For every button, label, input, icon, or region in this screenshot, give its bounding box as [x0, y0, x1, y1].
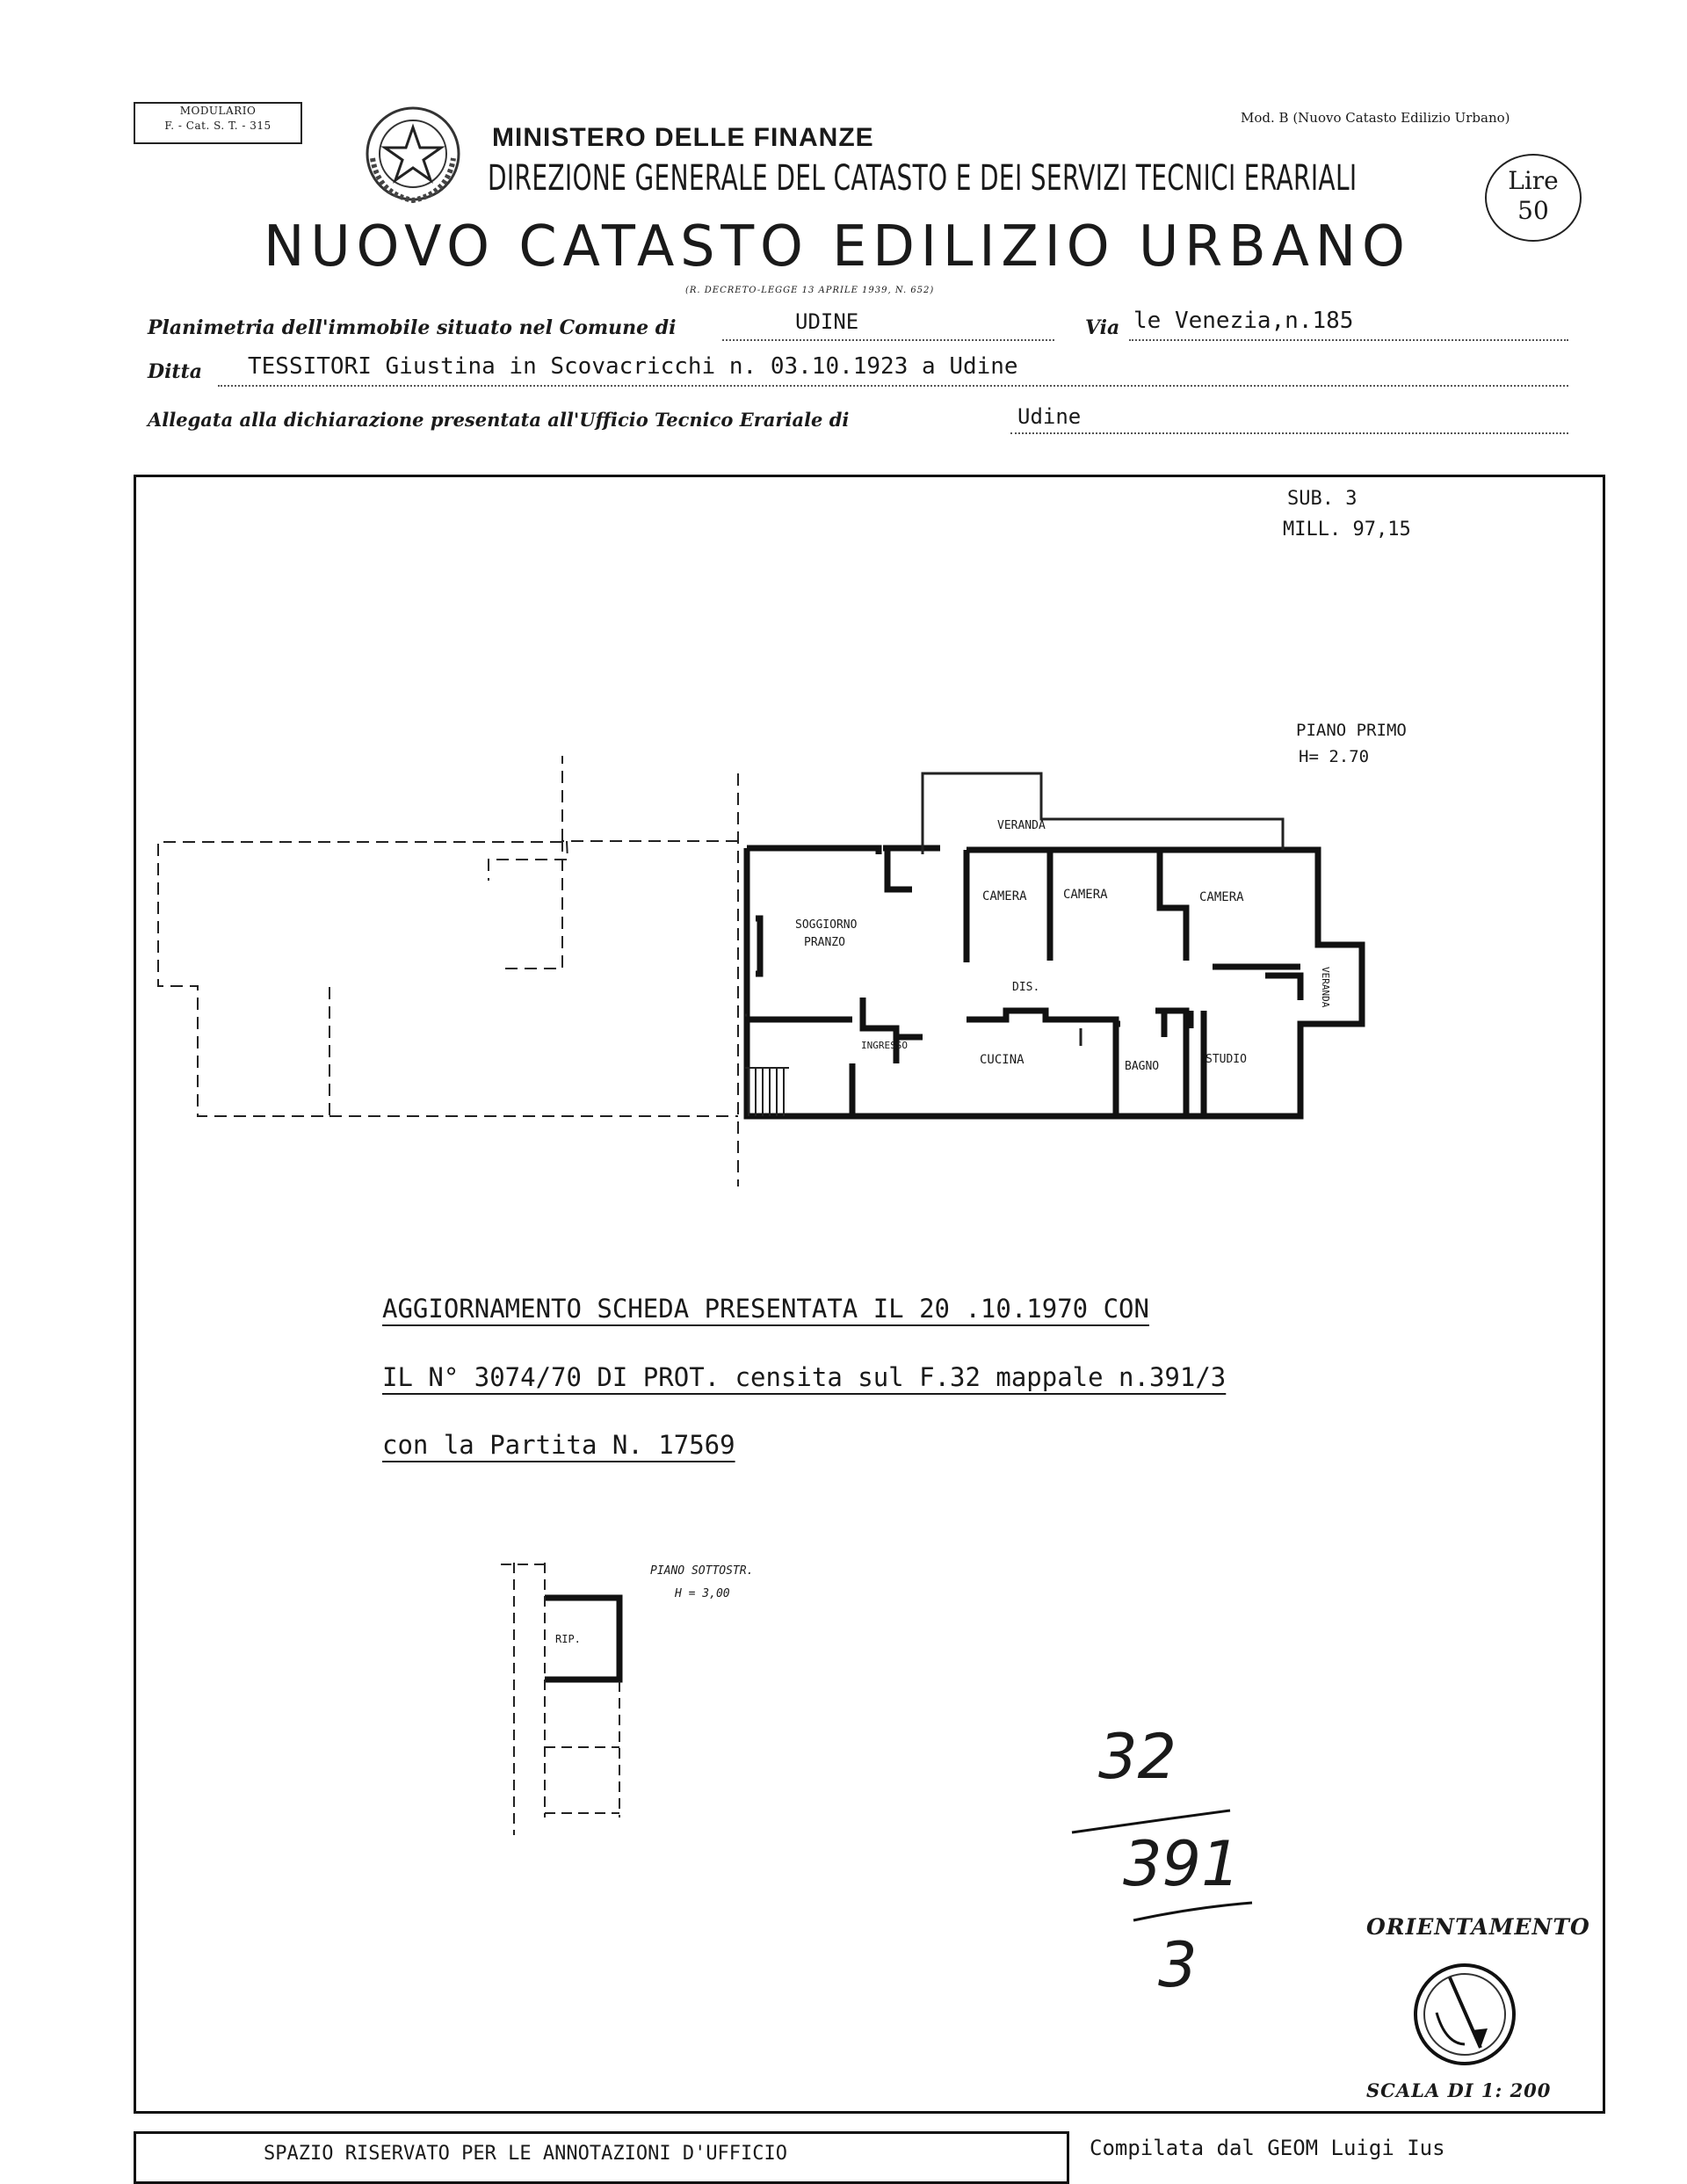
- mill-label: MILL. 97,15: [1283, 519, 1411, 541]
- basement-plan-drawing: [501, 1563, 633, 1844]
- room-veranda-top: VERANDA: [997, 819, 1046, 832]
- via-dots: [1129, 339, 1568, 341]
- sub-label: SUB. 3: [1287, 488, 1358, 510]
- allegata-label: Allegata alla dichiarazione presentata all'Ufficio Tecnico Erariale di: [148, 409, 850, 431]
- ditta-value: TESSITORI Giustina in Scovacricchi n. 03.10.1923 a Udine: [248, 353, 1018, 380]
- ministero-title: MINISTERO DELLE FINANZE: [492, 123, 874, 152]
- lire-value: 50: [1517, 196, 1549, 225]
- via-value: le Venezia,n.185: [1133, 308, 1354, 334]
- scala-label: SCALA DI 1: 200: [1366, 2079, 1552, 2101]
- republic-emblem-icon: [360, 97, 466, 211]
- ditta-dots: [218, 385, 1568, 387]
- room-pranzo: PRANZO: [804, 936, 845, 949]
- planimetria-label: Planimetria dell'immobile situato nel Comune di: [148, 316, 677, 339]
- room-ingresso: INGRESSO: [861, 1040, 908, 1051]
- room-camera-2: CAMERA: [1063, 888, 1108, 902]
- lire-label: Lire: [1508, 166, 1559, 195]
- modulario-line1: MODULARIO: [179, 105, 257, 117]
- direzione-title: DIREZIONE GENERALE DEL CATASTO E DEI SERVIZI TECNICI ERARIALI: [488, 158, 1358, 199]
- decreto-note: (R. DECRETO-LEGGE 13 APRILE 1939, N. 652): [685, 286, 935, 295]
- lire-stamp: [1485, 154, 1582, 242]
- room-bagno: BAGNO: [1125, 1060, 1160, 1073]
- ditta-label: Ditta: [148, 360, 203, 383]
- room-dis: DIS.: [1012, 981, 1040, 994]
- room-camera-3: CAMERA: [1199, 890, 1244, 904]
- via-label: Via: [1085, 316, 1120, 339]
- orientamento-label: ORIENTAMENTO: [1366, 1914, 1590, 1940]
- room-studio: STUDIO: [1206, 1053, 1247, 1066]
- update-line-1: AGGIORNAMENTO SCHEDA PRESENTATA IL 20 .10.1970 CON: [382, 1294, 1149, 1324]
- comune-value: UDINE: [795, 309, 859, 334]
- piano-sotto-label: PIANO SOTTOSTR.: [650, 1564, 754, 1578]
- h-primo-label: H= 2.70: [1299, 747, 1370, 766]
- handwritten-mappale: 391: [1123, 1828, 1241, 1900]
- modulario-box: [134, 102, 302, 144]
- piano-primo-label: PIANO PRIMO: [1296, 721, 1407, 740]
- compilata-text: Compilata dal GEOM Luigi Ius: [1090, 2136, 1445, 2160]
- mod-b-label: Mod. B (Nuovo Catasto Edilizio Urbano): [1241, 110, 1510, 126]
- annotation-box-text: SPAZIO RISERVATO PER LE ANNOTAZIONI D'UFFICIO: [264, 2143, 788, 2165]
- ufficio-value: Udine: [1017, 404, 1082, 429]
- handwritten-sub: 3: [1158, 1929, 1198, 2001]
- handwritten-foglio: 32: [1098, 1721, 1177, 1793]
- ufficio-dots: [1010, 432, 1568, 434]
- comune-dots: [722, 339, 1054, 341]
- page-title: NUOVO CATASTO EDILIZIO URBANO: [264, 214, 1411, 279]
- room-veranda-side: VERANDA: [1320, 967, 1331, 1008]
- room-soggiorno: SOGGIORNO: [795, 918, 858, 932]
- room-cucina: CUCINA: [980, 1053, 1025, 1067]
- update-line-3: con la Partita N. 17569: [382, 1430, 735, 1460]
- room-camera-1: CAMERA: [982, 889, 1027, 903]
- modulario-line2: F. - Cat. S. T. - 315: [164, 120, 272, 132]
- h-sotto-label: H = 3,00: [675, 1587, 730, 1600]
- north-compass-icon: [1410, 1960, 1520, 2070]
- room-rip: RIP.: [555, 1633, 581, 1645]
- update-line-2: IL N° 3074/70 DI PROT. censita sul F.32 mappale n.391/3: [382, 1362, 1227, 1392]
- floor-plan-drawing: [149, 756, 1379, 1195]
